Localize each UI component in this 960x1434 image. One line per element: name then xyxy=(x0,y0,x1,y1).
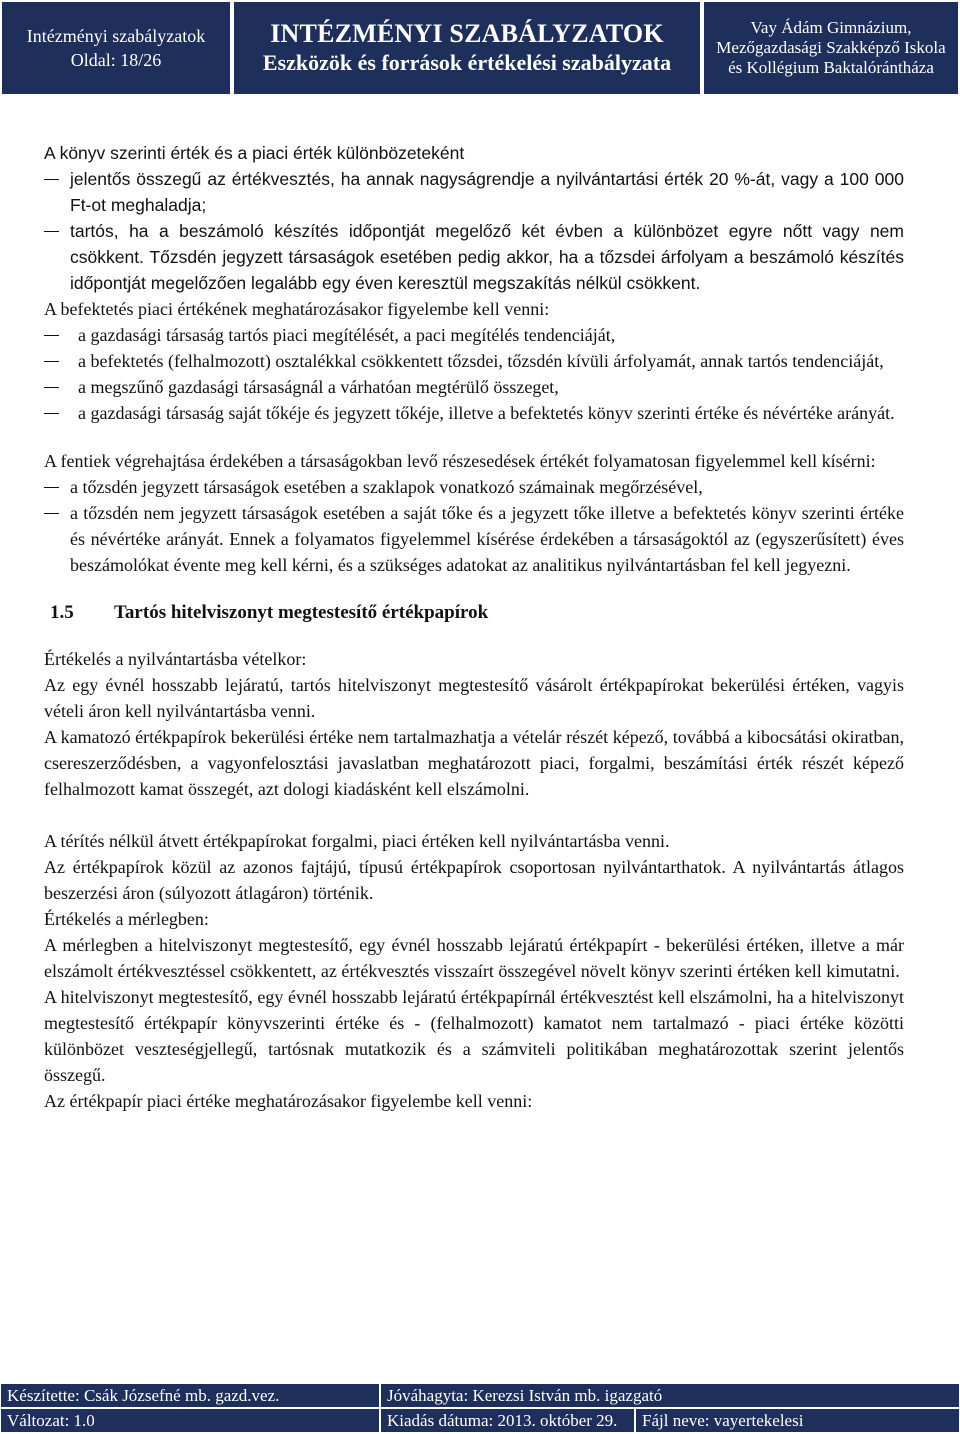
list-item: a gazdasági társaság saját tőkéje és jegyzett tőkéje, illetve a befektetés könyv szerinti értéke és névértéke arányát. xyxy=(44,400,904,426)
dash-list xyxy=(44,166,904,296)
header-doc-type: Intézményi szabályzatok xyxy=(26,26,206,46)
section-heading xyxy=(50,600,904,626)
institution-line-2: Mezőgazdasági Szakképző Iskola xyxy=(716,38,946,57)
paragraph: A befektetés piaci értékének meghatározásakor figyelembe kell venni: xyxy=(44,299,550,319)
document-body xyxy=(44,140,904,1114)
footer-issue-date: Kiadás dátuma: 2013. október 29. xyxy=(380,1408,635,1433)
page-header xyxy=(0,0,960,96)
section-title: Tartós hitelviszonyt megtestesítő értékpapírok xyxy=(114,602,489,623)
header-left-cell xyxy=(0,0,232,96)
list-item: a tőzsdén jegyzett társaságok esetében a szaklapok vonatkozó számainak megőrzésével, xyxy=(44,474,904,500)
list-item: a gazdasági társaság tartós piaci megítélését, a paci megítélés tendenciáját, xyxy=(44,322,904,348)
list-item: a megszűnő gazdasági társaságnál a várhatóan megtérülő összeget, xyxy=(44,374,904,400)
dash-list xyxy=(44,322,904,426)
section-number: 1.5 xyxy=(50,602,74,623)
paragraph: Az egy évnél hosszabb lejáratú, tartós hitelviszonyt megtestesítő vásárolt értékpapírokat bekerülési értéken, vagyis vételi áron kell nyilvántartásba venni. xyxy=(44,675,904,721)
list-item-text: tartós, ha a beszámoló készítés időpontját megelőző két évben a különbözet egyre nőtt vagy nem csökkent. Tőzsdén jegyzett társaságok esetében pedig akkor, ha a tőzsdei árfolyam a beszámoló készítés időpontját megelőzően legalább egy éven keresztül megszakítás nélkül csökkent. xyxy=(70,221,904,293)
paragraph: A mérlegben a hitelviszonyt megtestesítő, egy évnél hosszabb lejáratú értékpapírt - bekerülési értéken, illetve a már elszámolt értékvesztéssel csökkentett, az értékvesztés visszaírt összegével növelt könyv szerinti értéken kell kimutatni. xyxy=(44,935,904,981)
paragraph: Az értékpapír piaci értéke meghatározásakor figyelembe kell venni: xyxy=(44,1091,533,1111)
footer-author: Készítette: Csák Józsefné mb. gazd.vez. xyxy=(0,1383,380,1408)
footer-file-name: Fájl neve: vayertekelesi xyxy=(635,1408,960,1433)
header-subtitle: Eszközök és források értékelési szabályzata xyxy=(262,50,672,75)
institution-line-1: Vay Ádám Gimnázium, xyxy=(750,18,912,37)
dash-list xyxy=(44,474,904,578)
footer-version: Változat: 1.0 xyxy=(0,1408,380,1433)
intro-block xyxy=(44,140,904,296)
paragraph: A hitelviszonyt megtestesítő, egy évnél hosszabb lejáratú értékpapírnál értékvesztést kell elszámolni, ha a hitelviszonyt megtestesítő értékpapír könyvszerinti értéke és - (felhalmozott) kamatot nem tartalmazó - piaci értéke közötti különbözet veszteségjellegű, tartósnak mutatkozik és a számviteli politikában meghatározottak szerint jelentős összegű. xyxy=(44,987,904,1085)
subheading: Értékelés a mérlegben: xyxy=(44,909,209,929)
institution-line-3: és Kollégium Baktalórántháza xyxy=(728,58,934,77)
header-title-cell xyxy=(232,0,702,96)
footer-approver: Jóváhagyta: Kerezsi István mb. igazgató xyxy=(380,1383,960,1408)
list-item: a tőzsdén nem jegyzett társaságok esetében a saját tőke és a jegyzett tőke illetve a befektetés könyv szerinti értéke és névértéke arányát. Ennek a folyamatos figyelemmel kísérése érdekében a társaságoktól az (egyszerűsített) éves beszámolókat évente meg kell kérni, és a szükséges adatokat az analitikus nyilvántartásban fel kell jegyezni. xyxy=(44,500,904,578)
paragraph: A kamatozó értékpapírok bekerülési értéke nem tartalmazhatja a vételár részét képező, továbbá a kibocsátási okiratban, csereszerződésben, a vagyonfelosztási javaslatban meghatározott piaci, forgalmi, beszámítási érték részét képező felhalmozott kamat összegét, azt dologi kiadásként kell elszámolni. xyxy=(44,727,904,799)
header-title: INTÉZMÉNYI SZABÁLYZATOK xyxy=(270,19,664,48)
header-institution-cell xyxy=(702,0,960,96)
list-item: a befektetés (felhalmozott) osztalékkal csökkentett tőzsdei, tőzsdén kívüli árfolyamát, annak tartós tendenciáját, xyxy=(44,348,904,374)
page-footer xyxy=(0,1383,960,1434)
paragraph: A térítés nélkül átvett értékpapírokat forgalmi, piaci értéken kell nyilvántartásba venni. xyxy=(44,831,670,851)
subheading: Értékelés a nyilvántartásba vételkor: xyxy=(44,649,307,669)
paragraph: A könyv szerinti érték és a piaci érték különbözeteként xyxy=(44,143,465,163)
page-number: Oldal: 18/26 xyxy=(70,50,162,70)
list-item: jelentős összegű az értékvesztés, ha annak nagyságrendje a nyilvántartási érték 20 %-át, vagy a 100 000 Ft-ot meghaladja; xyxy=(44,166,904,218)
footer-row xyxy=(0,1383,960,1408)
footer-row xyxy=(0,1408,960,1433)
paragraph: A fentiek végrehajtása érdekében a társaságokban levő részesedések értékét folyamatosan figyelemmel kell kísérni: xyxy=(44,451,876,471)
list-item xyxy=(44,218,904,296)
paragraph: Az értékpapírok közül az azonos fajtájú, típusú értékpapírok csoportosan nyilvántarthatok. A nyilvántartás átlagos beszerzési áron (súlyozott átlagáron) történik. xyxy=(44,857,904,903)
